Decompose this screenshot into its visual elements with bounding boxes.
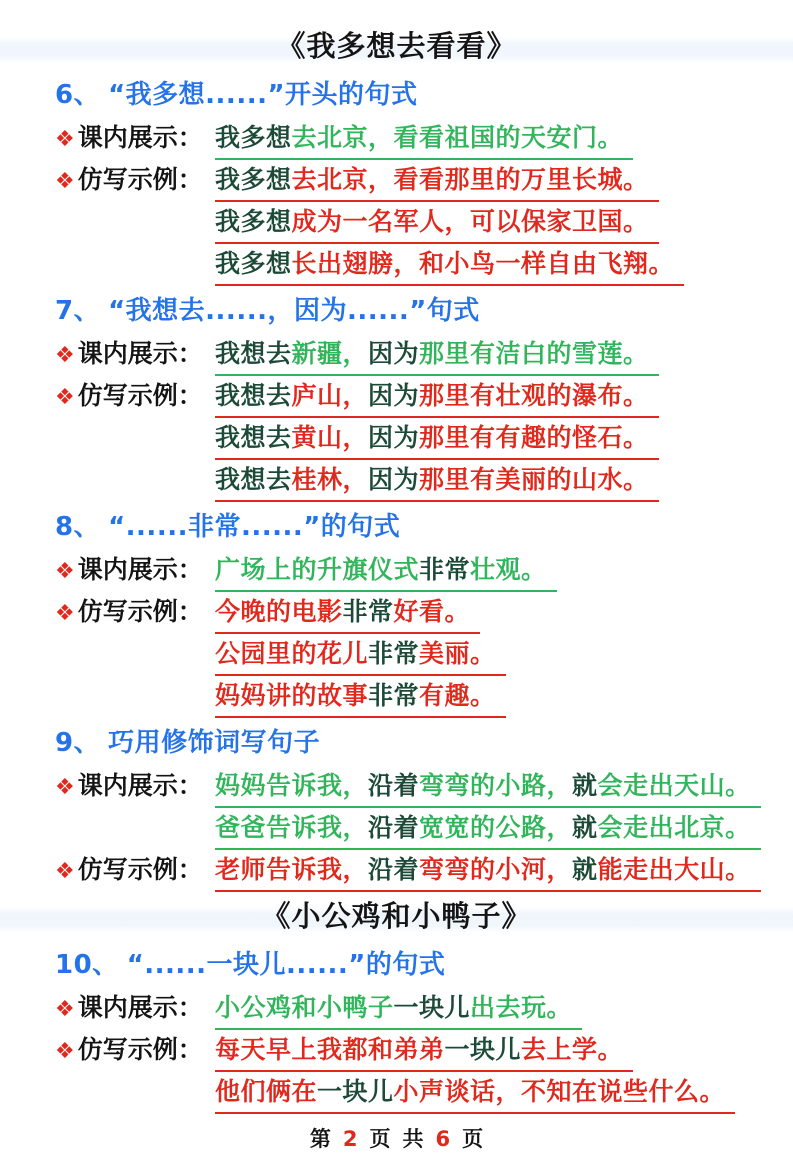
sentence-segment: 能走出大山。 [597, 855, 751, 884]
sentence-segment: 我想去 [215, 339, 292, 368]
row-label [55, 592, 215, 634]
sentence [215, 460, 659, 502]
sentence-segment: 那里有有趣的怪石。 [419, 423, 649, 452]
section-header [0, 720, 793, 766]
sentence-row [0, 160, 793, 202]
sentence-segment: 非常 [342, 597, 394, 626]
sentence-segment: 庐山， [291, 381, 369, 410]
row-label-text: 课内展示： [77, 993, 203, 1022]
row-label-text: 仿写示例： [77, 165, 203, 194]
sentence-row [0, 592, 793, 634]
sentence-row [0, 988, 793, 1030]
row-label-text: 仿写示例： [77, 597, 203, 626]
sentence-segment: 美丽。 [419, 639, 496, 668]
sentence-segment: 好看。 [393, 597, 471, 626]
row-label [55, 160, 215, 202]
sentence-segment: 因为 [368, 465, 420, 494]
sentence-segment: 每天早上我都和弟弟 [215, 1035, 445, 1064]
sentence-row [0, 676, 793, 718]
sentence-segment: 爸爸告诉我， [215, 813, 369, 842]
sentence-segment: 长出翅膀，和小鸟一样自由飞翔。 [291, 249, 675, 278]
sentence-row [0, 850, 793, 892]
sentence-row [0, 808, 793, 850]
sentence-segment: 宽宽的公路， [419, 813, 573, 842]
sentence-row [0, 766, 793, 808]
section-title: “......非常......”的句式 [108, 512, 401, 542]
sentence-segment: 一块儿 [317, 1077, 394, 1106]
diamond-icon: ❖ [55, 997, 75, 1022]
sentence-segment: 一块儿 [444, 1035, 522, 1064]
sentence-row [0, 418, 793, 460]
sentence-segment: 新疆， [291, 339, 369, 368]
sentence [215, 334, 659, 376]
sentence [215, 550, 557, 592]
row-label [55, 988, 215, 1030]
sentence-segment: 桂林， [291, 465, 369, 494]
worksheet-content [0, 22, 793, 1114]
sentence-segment: 会走出天山。 [597, 771, 751, 800]
sentence [215, 376, 659, 418]
sentence-segment: 沿着 [368, 855, 420, 884]
sentence [215, 592, 480, 634]
sentence-segment: 沿着 [368, 771, 420, 800]
sentence-segment: 非常 [368, 681, 420, 710]
diamond-icon: ❖ [55, 385, 75, 410]
diamond-icon: ❖ [55, 775, 75, 800]
sentence-segment: 他们俩在 [215, 1077, 318, 1106]
section-title: “我想去......，因为......”句式 [108, 296, 480, 326]
sentence-row [0, 202, 793, 244]
footer-mid2: 共 [402, 1127, 424, 1151]
section-number: 6、 [55, 80, 101, 110]
sentence [215, 850, 761, 892]
diamond-icon: ❖ [55, 343, 75, 368]
diamond-icon: ❖ [55, 859, 75, 884]
section-header [0, 942, 793, 988]
row-label-text: 课内展示： [77, 339, 203, 368]
lesson-title: 《我多想去看看》 [0, 22, 793, 70]
sentence-segment: 因为 [368, 339, 420, 368]
row-label [55, 766, 215, 808]
sentence-segment: 非常 [368, 639, 420, 668]
sentence [215, 1030, 633, 1072]
row-label [55, 850, 215, 892]
sentence-segment: 会走出北京。 [597, 813, 751, 842]
row-label [55, 334, 215, 376]
sentence-segment: 今晚的电影 [215, 597, 343, 626]
row-label-text: 仿写示例： [77, 855, 203, 884]
total-pages: 6 [435, 1127, 451, 1151]
diamond-icon: ❖ [55, 169, 75, 194]
sentence [215, 766, 761, 808]
row-label-text: 课内展示： [77, 555, 203, 584]
section-title: 巧用修饰词写句子 [108, 728, 321, 758]
section-header [0, 72, 793, 118]
sentence [215, 1072, 735, 1114]
lesson-title: 《小公鸡和小鸭子》 [0, 892, 793, 940]
sentence-segment: 公园里的花儿 [215, 639, 369, 668]
sentence-segment: 弯弯的小路， [419, 771, 573, 800]
sentence-segment: 成为一名军人，可以保家卫国。 [291, 207, 649, 236]
sentence [215, 202, 659, 244]
sentence-segment: 去上学。 [521, 1035, 624, 1064]
sentence-row [0, 1030, 793, 1072]
diamond-icon: ❖ [55, 601, 75, 626]
sentence-segment: 就 [572, 771, 598, 800]
section-header [0, 288, 793, 334]
sentence-segment: 我想去 [215, 381, 292, 410]
sentence-segment: 妈妈讲的故事 [215, 681, 369, 710]
sentence-row [0, 1072, 793, 1114]
sentence-segment: 我多想 [215, 207, 292, 236]
sentence-row [0, 550, 793, 592]
sentence-segment: 出去玩。 [470, 993, 573, 1022]
sentence-segment: 去北京，看看那里的万里长城。 [291, 165, 649, 194]
row-label [55, 118, 215, 160]
sentence-segment: 广场上的升旗仪式 [215, 555, 420, 584]
diamond-icon: ❖ [55, 1039, 75, 1064]
sentence-segment: 弯弯的小河， [419, 855, 573, 884]
sentence-segment: 就 [572, 855, 598, 884]
sentence [215, 160, 659, 202]
sentence-row [0, 376, 793, 418]
sentence-segment: 壮观。 [470, 555, 547, 584]
sentence-segment: 妈妈告诉我， [215, 771, 369, 800]
row-label-text: 仿写示例： [77, 1035, 203, 1064]
sentence-row [0, 334, 793, 376]
sentence [215, 244, 684, 286]
sentence-row [0, 460, 793, 502]
diamond-icon: ❖ [55, 127, 75, 152]
row-label [55, 1030, 215, 1072]
sentence-segment: 一块儿 [393, 993, 471, 1022]
section-number: 9、 [55, 728, 101, 758]
sentence-segment: 那里有洁白的雪莲。 [419, 339, 649, 368]
sentence-segment: 小声谈话，不知在说些什么。 [393, 1077, 726, 1106]
sentence-segment: 我想去 [215, 423, 292, 452]
section-title: “......一块儿......”的句式 [126, 950, 446, 980]
page-number: 2 [342, 1127, 358, 1151]
sentence-segment: 非常 [419, 555, 471, 584]
row-label-text: 课内展示： [77, 123, 203, 152]
footer-mid1: 页 [369, 1127, 391, 1151]
sentence [215, 988, 582, 1030]
section-number: 7、 [55, 296, 101, 326]
sentence [215, 118, 633, 160]
row-label [55, 376, 215, 418]
row-label-text: 仿写示例： [77, 381, 203, 410]
section-number: 8、 [55, 512, 101, 542]
sentence [215, 808, 761, 850]
sentence-segment: 我多想 [215, 165, 292, 194]
sentence-row [0, 118, 793, 160]
sentence-segment: 老师告诉我， [215, 855, 369, 884]
sentence-segment: 那里有壮观的瀑布。 [419, 381, 649, 410]
footer-prefix: 第 [309, 1127, 331, 1151]
row-label-text: 课内展示： [77, 771, 203, 800]
sentence-segment: 那里有美丽的山水。 [419, 465, 649, 494]
sentence-segment: 我多想 [215, 249, 292, 278]
sentence [215, 676, 506, 718]
page-footer [0, 1122, 793, 1156]
sentence-row [0, 634, 793, 676]
sentence-segment: 因为 [368, 423, 420, 452]
sentence-segment: 就 [572, 813, 598, 842]
sentence-segment: 去北京，看看祖国的天安门。 [291, 123, 624, 152]
diamond-icon: ❖ [55, 559, 75, 584]
sentence-segment: 有趣。 [419, 681, 496, 710]
sentence-segment: 黄山， [291, 423, 369, 452]
sentence-row [0, 244, 793, 286]
sentence-segment: 我想去 [215, 465, 292, 494]
sentence [215, 418, 659, 460]
sentence-segment: 沿着 [368, 813, 420, 842]
sentence-segment: 我多想 [215, 123, 292, 152]
sentence-segment: 小公鸡和小鸭子 [215, 993, 394, 1022]
sentence-segment: 因为 [368, 381, 420, 410]
section-title: “我多想......”开头的句式 [108, 80, 418, 110]
section-header [0, 504, 793, 550]
sentence [215, 634, 506, 676]
row-label [55, 550, 215, 592]
footer-suffix: 页 [462, 1127, 484, 1151]
section-number: 10、 [55, 950, 119, 980]
